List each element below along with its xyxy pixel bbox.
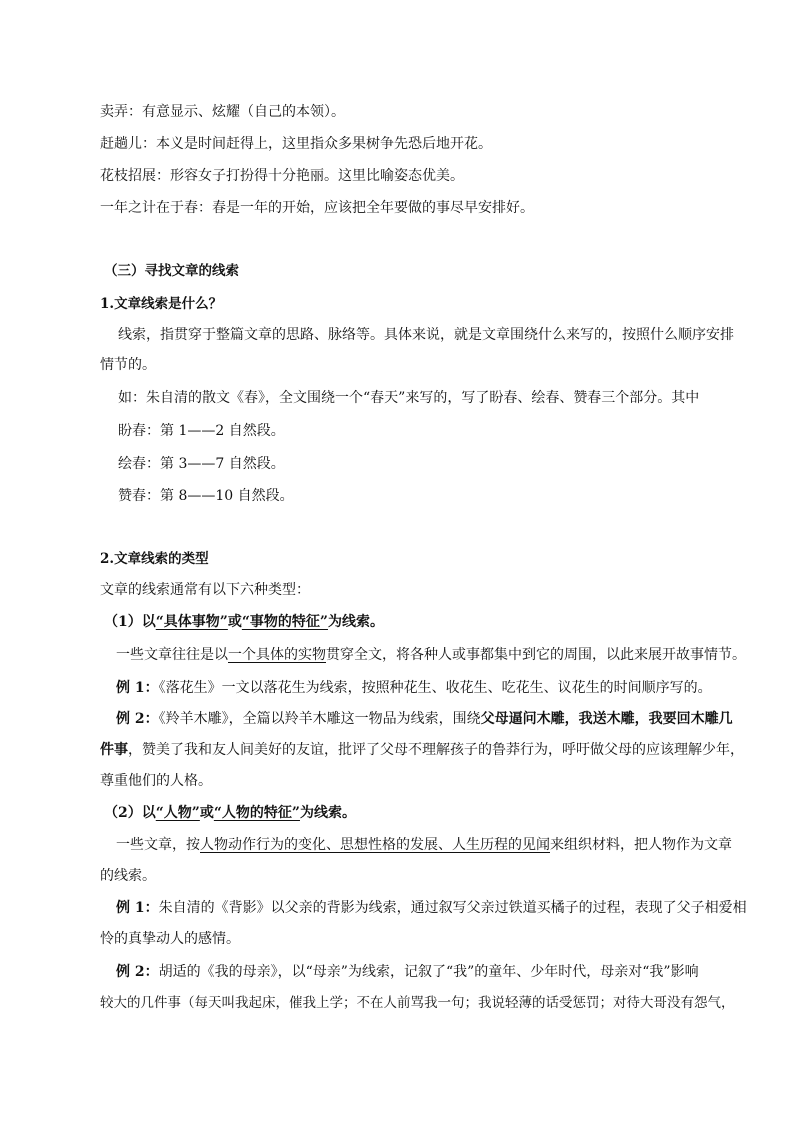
part-line: 盼春：第 1——2 自然段。 xyxy=(118,423,285,439)
type-heading: （1）以“具体事物”或“事物的特征”为线索。 xyxy=(104,614,384,630)
paragraph-line: 一些文章往往是以一个具体的实物贯穿全文，将各种人或事都集中到它的周围，以此来展开故事情节。 xyxy=(116,647,746,663)
definition-line xyxy=(100,97,724,127)
definition-term: 赶趟儿： xyxy=(100,136,156,152)
paragraph-line: 文章的线索通常有以下六种类型： xyxy=(100,582,310,598)
definition-term: 卖弄： xyxy=(100,104,142,120)
part-line: 绘春：第 3——7 自然段。 xyxy=(118,456,285,472)
example-line: 怜的真挚动人的感情。 xyxy=(100,931,240,947)
paragraph-line: 的线索。 xyxy=(100,868,156,884)
definition-text: 本义是时间赶得上，这里指众多果树争先恐后地开花。 xyxy=(156,136,492,152)
example-line: 较大的几件事（每天叫我起床，催我上学；不在人前骂我一句；我说轻薄的话受惩罚；对待大哥没有怨气， xyxy=(100,995,735,1011)
definition-term: 花枝招展： xyxy=(100,168,170,184)
definition-line xyxy=(100,129,724,159)
definition-line xyxy=(100,161,724,191)
example-line: 如：朱自清的散文《春》，全文围绕一个“春天”来写的，写了盼春、绘春、赞春三个部分。其中 xyxy=(118,390,700,406)
type-heading: （2）以“人物”或“人物的特征”为线索。 xyxy=(104,805,356,821)
paragraph-line: 一些文章，按人物动作行为的变化、思想性格的发展、人生历程的见闻来组织材料，把人物作为文章 xyxy=(116,837,732,853)
example-line: 例 1：朱自清的《背影》以父亲的背影为线索，通过叙写父亲过铁道买橘子的过程，表现了父子相爱相 xyxy=(116,900,747,916)
example-line: 例 1：《落花生》一文以落花生为线索，按照种花生、收花生、吃花生、议花生的时间顺序写的。 xyxy=(116,680,712,696)
definition-text: 有意显示、炫耀（自己的本领）。 xyxy=(142,104,345,120)
definition-line xyxy=(100,193,724,223)
paragraph-line: 情节的。 xyxy=(100,357,156,373)
definition-text: 春是一年的开始，应该把全年要做的事尽早安排好。 xyxy=(212,200,534,216)
example-line: 例 2：胡适的《我的母亲》，以“母亲”为线索，记叙了“我”的童年、少年时代，母亲对“我”影响 xyxy=(116,964,699,980)
example-line: 例 2：《羚羊木雕》，全篇以羚羊木雕这一物品为线索，围绕父母逼问木雕，我送木雕，我要回木雕几 xyxy=(116,711,733,727)
example-line: 尊重他们的人格。 xyxy=(100,773,212,789)
definition-term: 一年之计在于春： xyxy=(100,200,212,216)
section-heading: （三）寻找文章的线索 xyxy=(104,263,239,279)
part-line: 赞春：第 8——10 自然段。 xyxy=(118,488,294,504)
subsection-heading: 2.文章线索的类型 xyxy=(100,551,209,567)
subsection-heading: 1.文章线索是什么？ xyxy=(100,296,223,312)
definition-text: 形容女子打扮得十分艳丽。这里比喻姿态优美。 xyxy=(170,168,464,184)
example-line: 件事，赞美了我和友人间美好的友谊，批评了父母不理解孩子的鲁莽行为，呼吁做父母的应该理解少年， xyxy=(100,742,744,758)
paragraph-line: 线索，指贯穿于整篇文章的思路、脉络等。具体来说，就是文章围绕什么来写的，按照什么顺序安排 xyxy=(118,327,734,343)
